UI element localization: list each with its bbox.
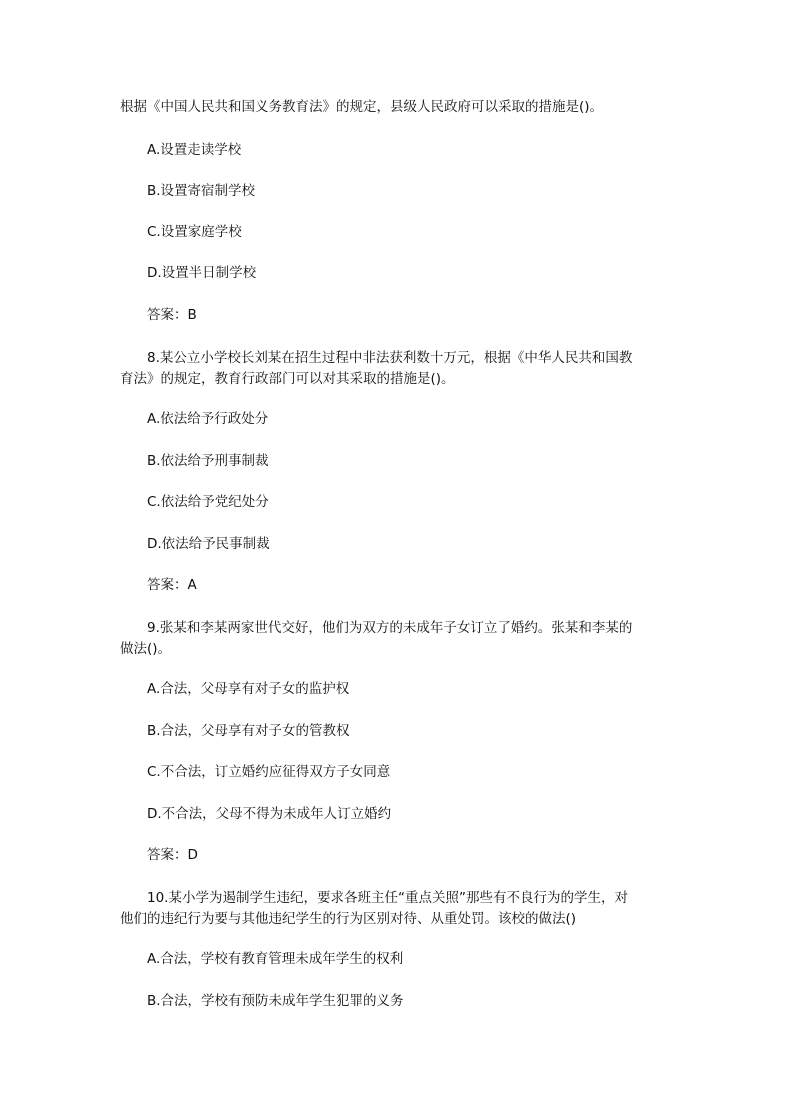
- option-b: B.合法，父母享有对子女的管教权: [147, 723, 350, 739]
- option-a: A.合法，学校有教育管理未成年学生的权利: [147, 951, 404, 967]
- option-d: D.不合法，父母不得为未成年人订立婚约: [147, 806, 392, 822]
- option-b: B.依法给予刑事制裁: [147, 453, 269, 469]
- option-c: C.设置家庭学校: [147, 224, 242, 240]
- option-a: A.合法，父母享有对子女的监护权: [147, 681, 350, 697]
- question-stem: 8.某公立小学校长刘某在招生过程中非法获利数十万元，根据《中华人民共和国教育法》的规定，教育行政部门可以对其采取的措施是()。: [120, 350, 633, 387]
- answer-line: 答案：A: [147, 577, 197, 593]
- option-d: D.依法给予民事制裁: [147, 536, 270, 552]
- question-stem: 10.某小学为遏制学生违纪，要求各班主任“重点关照”那些有不良行为的学生，对他们的违纪行为要与其他违纪学生的行为区别对待、从重处罚。该校的做法(): [120, 890, 628, 927]
- question-stem: 9.张某和李某两家世代交好，他们为双方的未成年子女订立了婚约。张某和李某的做法()。: [120, 620, 633, 657]
- option-a: A.依法给予行政处分: [147, 411, 269, 427]
- option-b: B.合法，学校有预防未成年学生犯罪的义务: [147, 993, 404, 1009]
- answer-line: 答案：D: [147, 847, 198, 863]
- answer-line: 答案：B: [147, 307, 197, 323]
- option-c: C.不合法，订立婚约应征得双方子女同意: [147, 764, 391, 780]
- option-d: D.设置半日制学校: [147, 265, 257, 281]
- question-stem: 根据《中国人民共和国义务教育法》的规定，县级人民政府可以采取的措施是()。: [120, 99, 604, 115]
- option-b: B.设置寄宿制学校: [147, 183, 256, 199]
- option-a: A.设置走读学校: [147, 142, 242, 158]
- option-c: C.依法给予党纪处分: [147, 494, 269, 510]
